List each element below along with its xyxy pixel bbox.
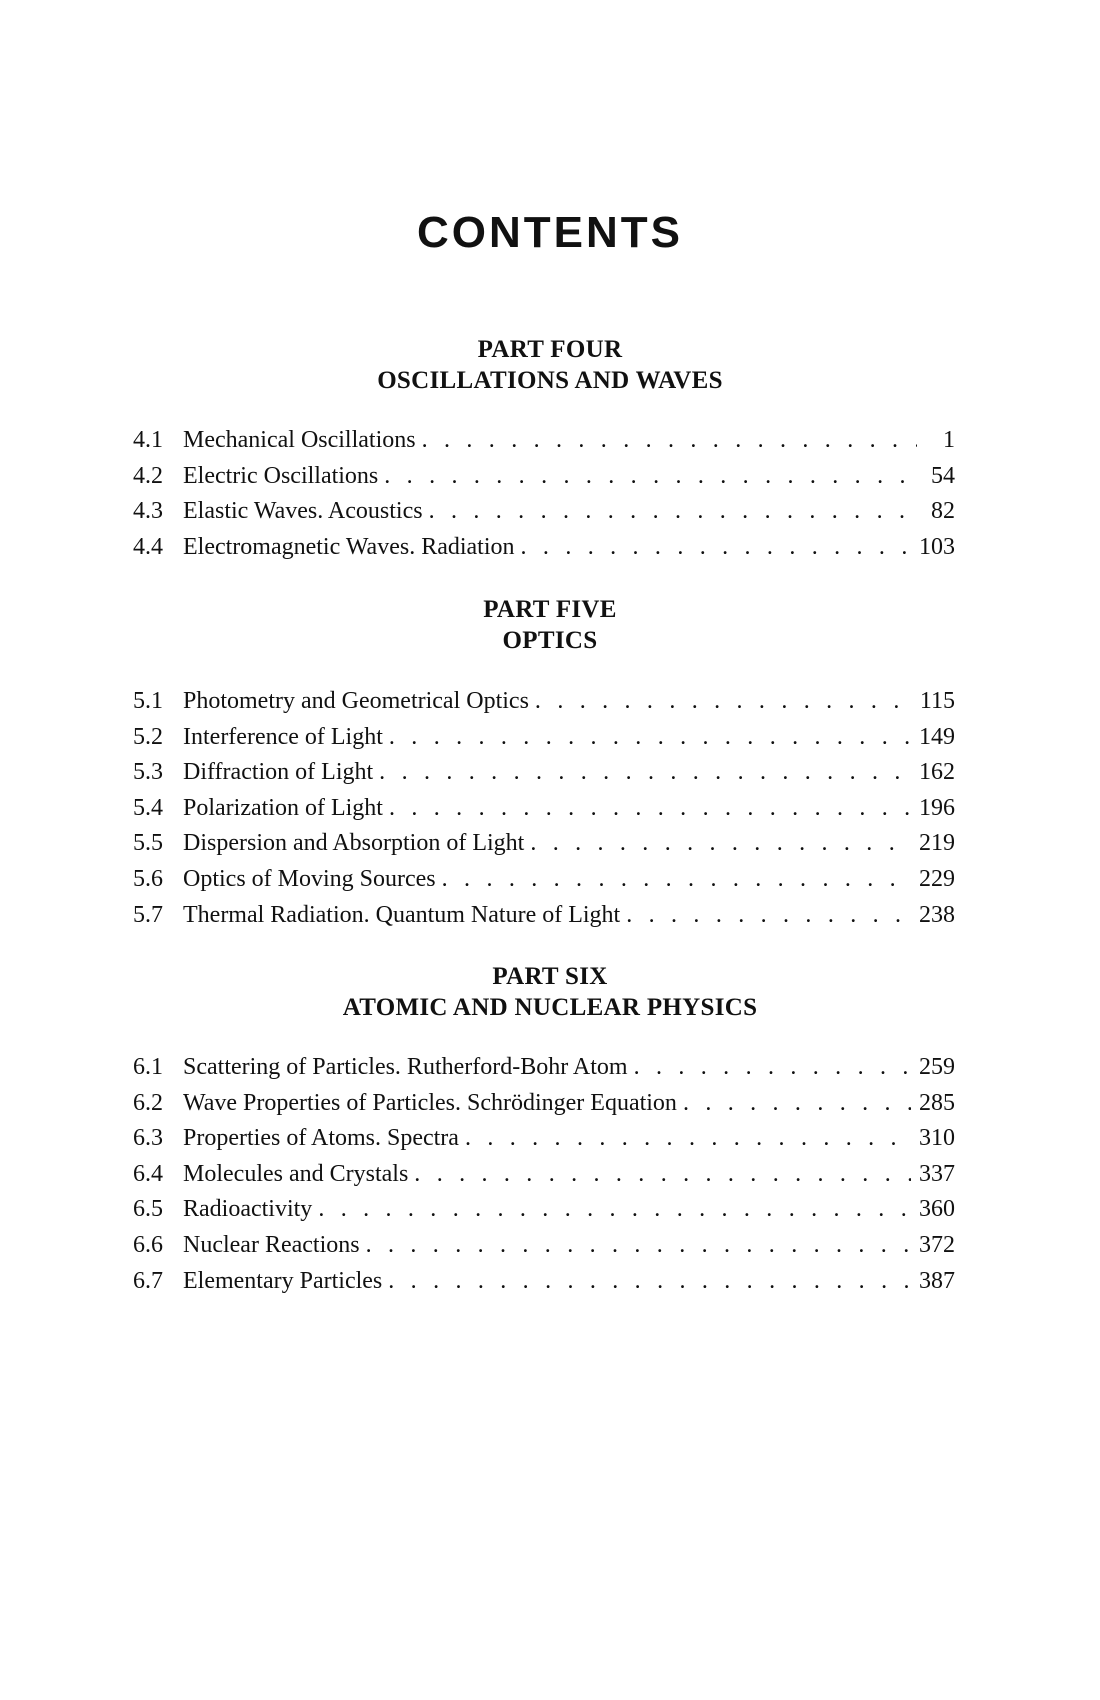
section-title: Thermal Radiation. Quantum Nature of Light bbox=[183, 901, 621, 928]
part-title: OPTICS bbox=[502, 627, 598, 654]
section-number: 5.5 bbox=[133, 830, 163, 857]
toc-entry-6-3[interactable] bbox=[133, 1121, 955, 1157]
page-number: 337 bbox=[919, 1160, 955, 1187]
section-title: Elastic Waves. Acoustics bbox=[183, 498, 423, 525]
dot-leader bbox=[521, 530, 911, 566]
dot-leader bbox=[535, 684, 912, 720]
toc-entry-6-5[interactable] bbox=[133, 1192, 955, 1228]
page-number: 372 bbox=[919, 1231, 955, 1258]
section-number: 6.4 bbox=[133, 1160, 163, 1187]
dot-leader bbox=[465, 1121, 911, 1157]
part-four-entries bbox=[133, 423, 955, 565]
dot-leader bbox=[389, 791, 911, 827]
dot-leader bbox=[318, 1192, 911, 1228]
section-title: Optics of Moving Sources bbox=[183, 865, 436, 892]
section-number: 4.1 bbox=[133, 427, 163, 453]
page-number: 82 bbox=[931, 498, 955, 525]
toc-entry-4-4[interactable] bbox=[133, 530, 955, 566]
toc-entry-5-2[interactable] bbox=[133, 720, 955, 756]
section-title: Wave Properties of Particles. Schrödinger Equation bbox=[183, 1089, 677, 1116]
dot-leader bbox=[414, 1157, 911, 1193]
page-number: 360 bbox=[919, 1196, 955, 1223]
section-number: 6.3 bbox=[133, 1125, 163, 1152]
page-number: 229 bbox=[919, 865, 955, 892]
toc-entry-6-4[interactable] bbox=[133, 1157, 955, 1193]
toc-entry-4-3[interactable] bbox=[133, 494, 955, 530]
section-title: Interference of Light bbox=[183, 723, 383, 750]
section-number: 4.4 bbox=[133, 533, 163, 560]
part-label: PART FOUR bbox=[477, 336, 623, 363]
part-title: ATOMIC AND NUCLEAR PHYSICS bbox=[342, 994, 758, 1021]
dot-leader bbox=[530, 826, 911, 862]
section-number: 4.2 bbox=[133, 462, 163, 489]
toc-entry-5-5[interactable] bbox=[133, 826, 955, 862]
section-title: Radioactivity bbox=[183, 1196, 313, 1223]
page-number: 387 bbox=[919, 1267, 955, 1294]
dot-leader bbox=[389, 720, 911, 756]
page-number: 238 bbox=[919, 901, 955, 928]
toc-entry-4-1[interactable] bbox=[133, 423, 955, 459]
toc-entry-6-2[interactable] bbox=[133, 1086, 955, 1122]
part-label: PART SIX bbox=[492, 963, 608, 990]
page-number: 310 bbox=[919, 1125, 955, 1152]
section-title: Elementary Particles bbox=[183, 1267, 383, 1294]
section-number: 5.2 bbox=[133, 723, 163, 750]
toc-entry-5-6[interactable] bbox=[133, 862, 955, 898]
toc-entry-5-4[interactable] bbox=[133, 791, 955, 827]
part-title: OSCILLATIONS AND WAVES bbox=[377, 367, 723, 394]
section-number: 4.3 bbox=[133, 498, 163, 525]
section-number: 6.5 bbox=[133, 1196, 163, 1223]
page-number: 1 bbox=[943, 427, 955, 453]
section-number: 6.7 bbox=[133, 1267, 163, 1294]
section-title: Electric Oscillations bbox=[183, 462, 379, 489]
section-title: Molecules and Crystals bbox=[183, 1160, 409, 1187]
dot-leader bbox=[422, 423, 917, 459]
page-number: 54 bbox=[931, 462, 955, 489]
page-number: 259 bbox=[919, 1054, 955, 1080]
section-number: 5.3 bbox=[133, 759, 163, 786]
page-number: 162 bbox=[919, 759, 955, 786]
section-number: 6.2 bbox=[133, 1089, 163, 1116]
toc-entry-5-1[interactable] bbox=[133, 684, 955, 720]
page-number: 149 bbox=[919, 723, 955, 750]
section-number: 6.6 bbox=[133, 1231, 163, 1258]
toc-entry-6-1[interactable] bbox=[133, 1050, 955, 1086]
dot-leader bbox=[683, 1086, 911, 1122]
toc-entry-6-6[interactable] bbox=[133, 1228, 955, 1264]
part-six-entries bbox=[133, 1050, 955, 1299]
section-number: 6.1 bbox=[133, 1054, 163, 1080]
dot-leader bbox=[442, 862, 911, 898]
section-title: Nuclear Reactions bbox=[183, 1231, 360, 1258]
section-number: 5.4 bbox=[133, 794, 163, 821]
part-label: PART FIVE bbox=[483, 596, 617, 623]
section-number: 5.1 bbox=[133, 688, 163, 714]
section-title: Electromagnetic Waves. Radiation bbox=[183, 533, 515, 560]
page-number: 285 bbox=[919, 1089, 955, 1116]
section-title: Photometry and Geometrical Optics bbox=[183, 688, 529, 714]
dot-leader bbox=[626, 898, 911, 934]
toc-entry-5-7[interactable] bbox=[133, 898, 955, 934]
part-four-heading bbox=[0, 334, 1100, 396]
page-number: 115 bbox=[919, 688, 955, 714]
dot-leader bbox=[634, 1050, 911, 1086]
page-number: 103 bbox=[919, 533, 955, 560]
section-title: Polarization of Light bbox=[183, 794, 383, 821]
part-five-heading bbox=[0, 594, 1100, 656]
section-title: Dispersion and Absorption of Light bbox=[183, 830, 525, 857]
part-five-entries bbox=[133, 684, 955, 933]
part-six-heading bbox=[0, 961, 1100, 1023]
dot-leader bbox=[366, 1228, 911, 1264]
toc-entry-5-3[interactable] bbox=[133, 755, 955, 791]
section-title: Diffraction of Light bbox=[183, 759, 374, 786]
section-number: 5.6 bbox=[133, 865, 163, 892]
dot-leader bbox=[384, 459, 917, 495]
toc-entry-6-7[interactable] bbox=[133, 1264, 955, 1300]
section-title: Mechanical Oscillations bbox=[183, 427, 416, 453]
section-number: 5.7 bbox=[133, 901, 163, 928]
page-number: 196 bbox=[919, 794, 955, 821]
dot-leader bbox=[388, 1264, 911, 1300]
dot-leader bbox=[429, 494, 917, 530]
page-number: 219 bbox=[919, 830, 955, 857]
section-title: Properties of Atoms. Spectra bbox=[183, 1125, 459, 1152]
page-title: CONTENTS bbox=[417, 208, 683, 257]
toc-entry-4-2[interactable] bbox=[133, 459, 955, 495]
section-title: Scattering of Particles. Rutherford-Bohr Atom bbox=[183, 1054, 628, 1080]
dot-leader bbox=[379, 755, 911, 791]
